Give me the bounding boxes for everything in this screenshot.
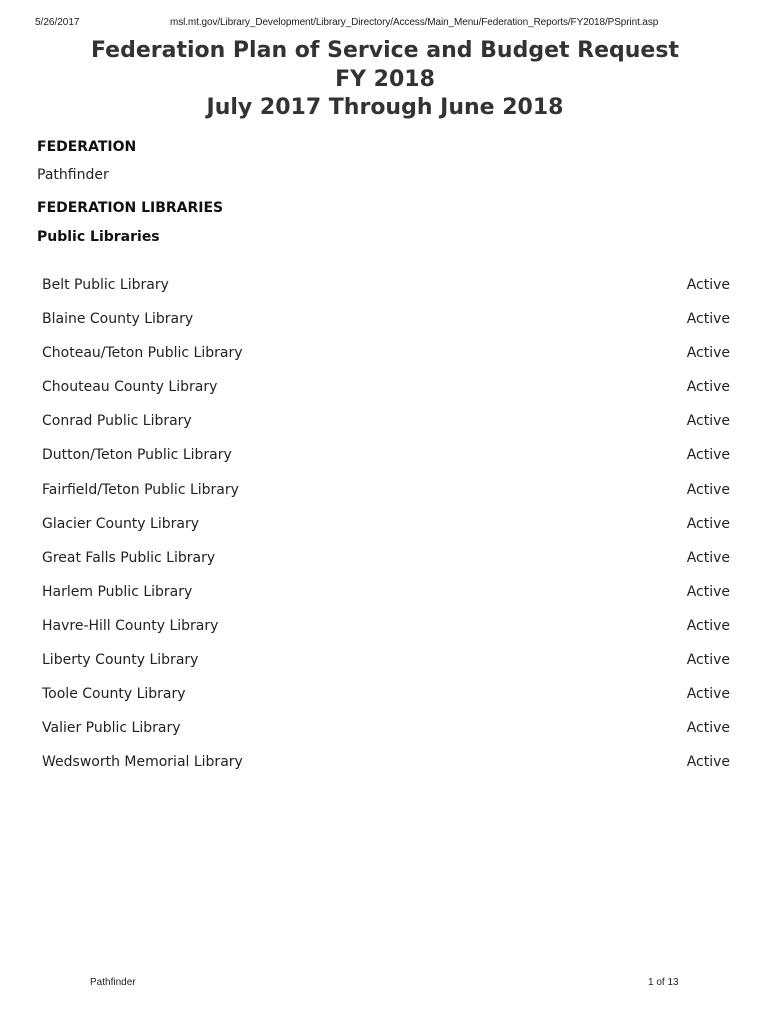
library-status: Active	[686, 311, 730, 328]
library-row	[0, 747, 770, 781]
title-line-1: Federation Plan of Service and Budget Request	[91, 38, 679, 63]
library-row	[0, 509, 770, 543]
library-name: Choteau/Teton Public Library	[42, 345, 243, 362]
library-status: Active	[686, 686, 730, 703]
print-url: msl.mt.gov/Library_Development/Library_Directory/Access/Main_Menu/Federation_Reports/FY2018/PSprint.asp	[170, 17, 659, 28]
library-status: Active	[686, 652, 730, 669]
library-name: Belt Public Library	[42, 277, 169, 293]
library-status: Active	[686, 345, 730, 362]
library-row	[0, 611, 770, 645]
library-name: Dutton/Teton Public Library	[42, 447, 232, 464]
library-status: Active	[686, 515, 730, 532]
library-name: Fairfield/Teton Public Library	[42, 481, 239, 498]
library-status: Active	[686, 447, 730, 464]
library-name: Wedsworth Memorial Library	[42, 754, 243, 771]
library-status: Active	[686, 549, 730, 566]
library-row	[0, 543, 770, 577]
library-row	[0, 338, 770, 372]
title-line-2: FY 2018	[335, 66, 435, 92]
library-name: Harlem Public Library	[42, 583, 193, 600]
library-row	[0, 406, 770, 440]
library-row	[0, 440, 770, 474]
library-list	[0, 270, 770, 781]
library-name: Liberty County Library	[42, 652, 199, 669]
title-line-3: July 2017 Through June 2018	[206, 95, 564, 120]
library-status: Active	[686, 583, 730, 600]
print-header	[0, 17, 770, 33]
library-name: Glacier County Library	[42, 515, 199, 532]
library-status: Active	[686, 481, 730, 498]
library-row	[0, 577, 770, 611]
library-status: Active	[686, 617, 730, 634]
library-name: Conrad Public Library	[42, 413, 192, 430]
library-status: Active	[686, 379, 730, 396]
library-row	[0, 270, 770, 304]
library-row	[0, 372, 770, 406]
library-name: Blaine County Library	[42, 311, 194, 328]
library-status: Active	[686, 413, 730, 430]
library-status: Active	[686, 754, 730, 771]
library-row	[0, 304, 770, 338]
library-row	[0, 713, 770, 747]
print-date: 5/26/2017	[35, 17, 80, 28]
library-row	[0, 645, 770, 679]
library-name: Toole County Library	[42, 686, 186, 703]
federation-name: Pathfinder	[37, 167, 109, 183]
library-name: Chouteau County Library	[42, 379, 218, 396]
library-row	[0, 679, 770, 713]
library-status: Active	[686, 277, 730, 293]
library-status: Active	[686, 720, 730, 737]
library-name: Havre-Hill County Library	[42, 617, 219, 634]
library-name: Valier Public Library	[42, 720, 181, 737]
federation-heading: FEDERATION	[37, 139, 137, 155]
public-libraries-subheading: Public Libraries	[37, 229, 160, 245]
library-name: Great Falls Public Library	[42, 549, 216, 566]
library-row	[0, 475, 770, 509]
page-title	[0, 37, 770, 123]
federation-libraries-heading: FEDERATION LIBRARIES	[37, 200, 224, 216]
footer-page-number: 1 of 13	[648, 977, 679, 988]
footer-federation: Pathfinder	[90, 977, 136, 988]
